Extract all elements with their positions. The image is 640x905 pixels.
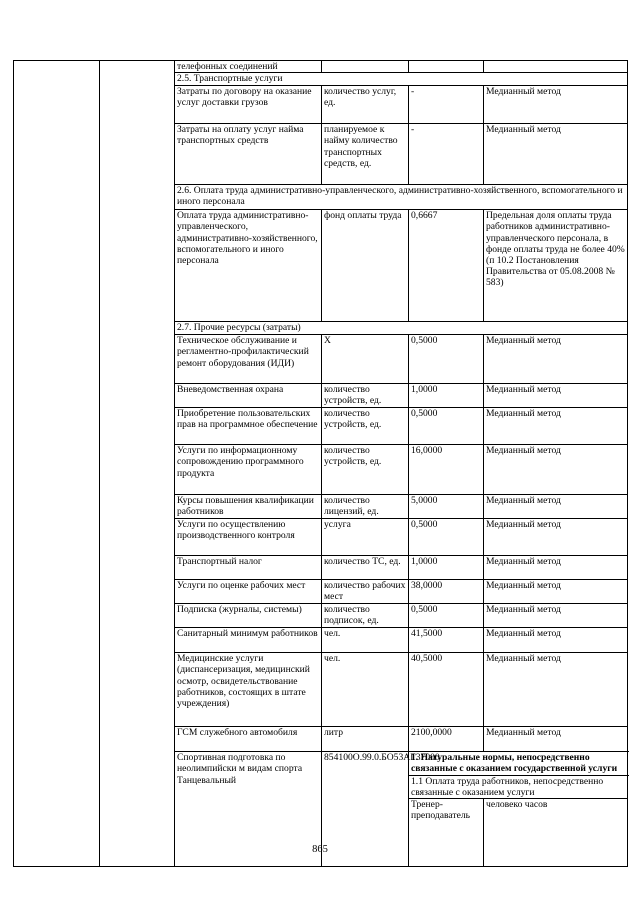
row-value: 1,0000 xyxy=(409,384,484,408)
row-method: Предельная доля оплаты труда работников административно-управленческого персонала, в фонде оплаты труда не более 40% (п 10.2 Постановления Правительства от 05.08.2008 № 583) xyxy=(484,210,628,322)
cost-norms-table xyxy=(13,60,628,867)
row-value: 5,0000 xyxy=(409,495,484,519)
row-unit: количество лицензий, ед. xyxy=(322,495,409,519)
row-unit: литр xyxy=(322,727,409,752)
row-method: Медианный метод xyxy=(484,124,628,185)
row-method: Медианный метод xyxy=(484,519,628,556)
row-unit: чел. xyxy=(322,628,409,653)
service-code-cell-empty xyxy=(100,61,175,867)
row-value: 41,5000 xyxy=(409,628,484,653)
section-heading: 2.6. Оплата труда административно-управленческого, административно-хозяйственного, вспомогательного и иного персонала xyxy=(175,185,628,210)
row-method: Медианный метод xyxy=(484,580,628,604)
row-method: Медианный метод xyxy=(484,556,628,580)
row-method: Медианный метод xyxy=(484,653,628,727)
row-method: Медианный метод xyxy=(484,408,628,445)
row-unit: чел. xyxy=(322,653,409,727)
row-method: Медианный метод xyxy=(484,604,628,628)
row-value: 38,0000 xyxy=(409,580,484,604)
row-method: Медианный метод xyxy=(484,727,628,752)
row-name: Санитарный минимум работников xyxy=(175,628,322,653)
row-name: Оплата труда административно-управленческого, административно-хозяйственного, вспомогательного и иного персонала xyxy=(175,210,322,322)
page-number: 865 xyxy=(312,844,328,855)
row-method: Медианный метод xyxy=(484,628,628,653)
section-heading: 1. Натуральные нормы, непосредственно связанные с оказанием государственной услуги xyxy=(409,752,628,775)
row-name: Затраты по договору на оказание услуг доставки грузов xyxy=(175,86,322,124)
section-heading: 1.1 Оплата труда работников, непосредственно связанные с оказанием услуги xyxy=(409,775,628,798)
row-value: - xyxy=(409,124,484,185)
row-name: Курсы повышения квалификации работников xyxy=(175,495,322,519)
row-name: Вневедомственная охрана xyxy=(175,384,322,408)
row-value: 40,5000 xyxy=(409,653,484,727)
row-unit: количество устройств, ед. xyxy=(322,408,409,445)
row-unit: количество устройств, ед. xyxy=(322,384,409,408)
row-name: Услуги по оценке рабочих мест xyxy=(175,580,322,604)
row-value: 1,0000 xyxy=(409,556,484,580)
row-unit: количество ТС, ед. xyxy=(322,556,409,580)
row-name: Медицинские услуги (диспансеризация, медицинский осмотр, освидетельствование работников, состоящих в штате учреждения) xyxy=(175,653,322,727)
row-unit: количество рабочих мест xyxy=(322,580,409,604)
row-name: Техническое обслуживание и регламентно-профилактический ремонт оборудования (ИДИ) xyxy=(175,335,322,384)
row-method: Медианный метод xyxy=(484,335,628,384)
row-method: Медианный метод xyxy=(484,445,628,495)
row-unit: количество услуг, ед. xyxy=(322,86,409,124)
row-name: Тренер-преподаватель xyxy=(409,799,484,867)
row-name: ГСМ служебного автомобиля xyxy=(175,727,322,752)
row-method: Медианный метод xyxy=(484,495,628,519)
row-value: 0,5000 xyxy=(409,519,484,556)
row-name: Затраты на оплату услуг найма транспортных средств xyxy=(175,124,322,185)
row-name: Услуги по информационному сопровождению программного продукта xyxy=(175,445,322,495)
row-name: телефонных соединений xyxy=(175,61,322,73)
service-code: 854100О.99.0.БО53АГ37000 xyxy=(322,752,409,867)
row-unit: количество подписок, ед. xyxy=(322,604,409,628)
row-name: Транспортный налог xyxy=(175,556,322,580)
row-value: 16,0000 xyxy=(409,445,484,495)
row-value: 0,5000 xyxy=(409,408,484,445)
row-unit: человеко часов xyxy=(484,799,628,867)
section-heading: 2.5. Транспортные услуги xyxy=(175,73,628,86)
row-method: Медианный метод xyxy=(484,86,628,124)
row-name: Подписка (журналы, системы) xyxy=(175,604,322,628)
row-unit: фонд оплаты труда xyxy=(322,210,409,322)
row-value: - xyxy=(409,86,484,124)
row-method: Медианный метод xyxy=(484,384,628,408)
row-value: 0,5000 xyxy=(409,335,484,384)
service-name-cell-empty xyxy=(14,61,100,867)
row-name: Приобретение пользовательских прав на программное обеспечение xyxy=(175,408,322,445)
row-unit: услуга xyxy=(322,519,409,556)
row-unit: количество устройств, ед. xyxy=(322,445,409,495)
row-unit: планируемое к найму количество транспортных средств, ед. xyxy=(322,124,409,185)
row-unit: X xyxy=(322,335,409,384)
row-value: 2100,0000 xyxy=(409,727,484,752)
row-value: 0,5000 xyxy=(409,604,484,628)
row-value: 0,6667 xyxy=(409,210,484,322)
section-heading: 2.7. Прочие ресурсы (затраты) xyxy=(175,322,628,335)
row-name: Услуги по осуществлению производственного контроля xyxy=(175,519,322,556)
service-name: Спортивная подготовка по неолимпийски м видам спорта Танцевальный xyxy=(175,752,322,867)
